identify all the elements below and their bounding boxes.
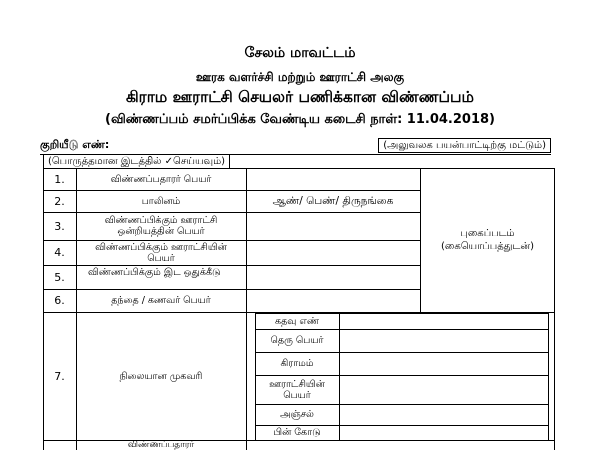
panchayat-field[interactable] [340, 375, 549, 404]
row-number: 1. [54, 172, 65, 186]
next-row-label: விண்ணப்பதாரர் [127, 440, 195, 450]
row-label-permanent-address: நிலையான முகவரி [119, 370, 203, 382]
pin-code-field[interactable] [340, 425, 549, 440]
tick-instruction: (பொருத்தமான இடத்தில் ✓செய்யவும்) [43, 154, 230, 169]
row-label-reservation: விண்ணப்பிக்கும் இட ஒதுக்கீடு [88, 267, 221, 278]
address-field-label: பின் கோடு [273, 427, 321, 438]
street-name-field[interactable] [340, 329, 549, 352]
applicant-name-field[interactable] [246, 168, 420, 190]
address-field-label: அஞ்சல் [280, 409, 314, 420]
address-field-label: ஊராட்சியின் பெயர் [269, 378, 325, 401]
district-heading: சேலம் மாவட்டம் [244, 45, 356, 61]
row-number: 2. [54, 194, 65, 208]
deadline-note: (விண்ணப்பம் சமர்ப்பிக்க வேண்டிய கடைசி நாள்: 11.04.2018) [105, 112, 495, 127]
row-label-panchayat-name: விண்ணப்பிக்கும் ஊராட்சியின் பெயர் [95, 241, 227, 264]
photo-note: (கையொப்பத்துடன்) [441, 241, 534, 252]
form-title: கிராம ஊராட்சி செயலர் பணிக்கான விண்ணப்பம் [125, 88, 475, 106]
reference-row [40, 138, 551, 155]
panchayat-name-field[interactable] [246, 240, 420, 265]
gender-options[interactable]: ஆண்/ பெண்/ திருநங்கை [272, 194, 394, 207]
row-number: 6. [54, 294, 65, 307]
address-field-label: கிராமம் [280, 358, 314, 369]
row-label-union-name: விண்ணப்பிக்கும் ஊராட்சி ஒன்றியத்தின் பெயர் [104, 215, 218, 237]
photo-box[interactable] [420, 225, 555, 255]
row-number: 3. [54, 219, 65, 233]
row-label-gender: பாலினம் [141, 195, 181, 207]
father-husband-field[interactable] [246, 289, 420, 312]
office-use-note: (அலுவலக பயன்பாட்டிற்கு மட்டும்) [378, 138, 551, 153]
address-field-label: கதவு எண் [275, 315, 319, 327]
row-label-applicant-name: விண்ணப்பதாரர் பெயர் [110, 173, 212, 185]
address-field-label: தெரு பெயர் [270, 335, 324, 346]
reservation-field[interactable] [246, 265, 420, 289]
door-number-field[interactable] [340, 313, 549, 329]
union-name-field[interactable] [246, 212, 420, 240]
row-label-father-husband: தந்தை / கணவர் பெயர் [111, 295, 211, 306]
code-number-label: குறியீடு எண்: [40, 138, 110, 151]
row-number: 7. [54, 369, 65, 383]
village-field[interactable] [340, 352, 549, 375]
department-heading: ஊரக வளர்ச்சி மற்றும் ஊராட்சி அலகு [195, 70, 405, 84]
row-number: 5. [54, 270, 65, 284]
row-number: 4. [54, 246, 65, 259]
post-office-field[interactable] [340, 404, 549, 425]
photo-label: புகைப்படம் [460, 228, 515, 239]
